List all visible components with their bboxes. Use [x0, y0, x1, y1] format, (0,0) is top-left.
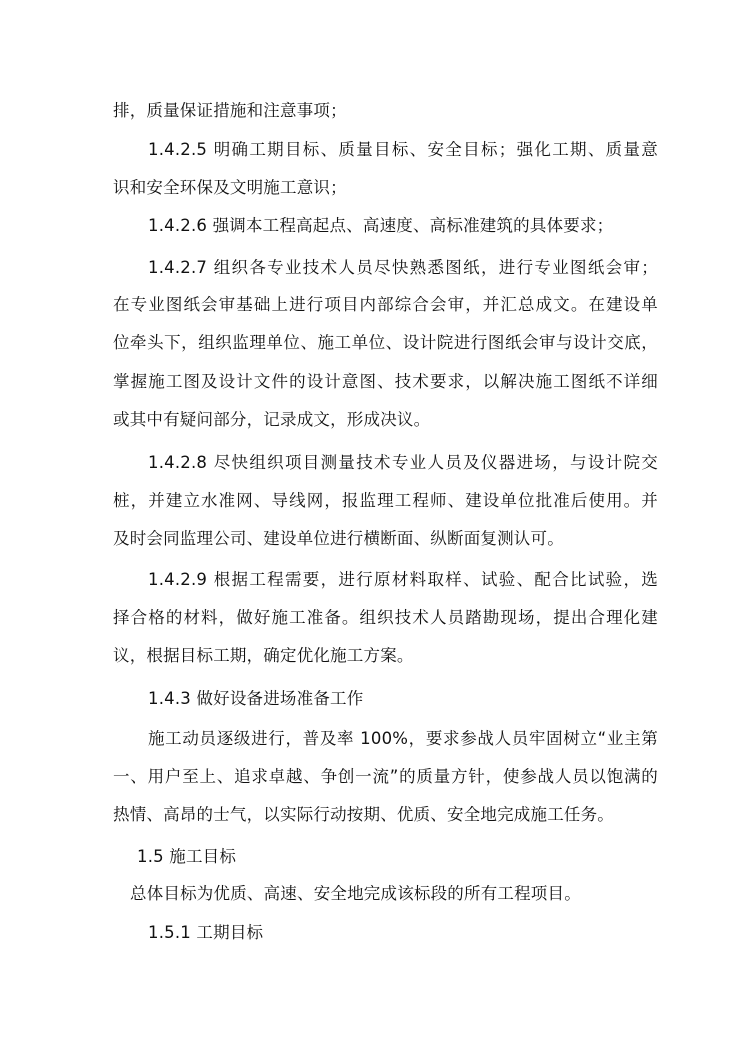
section-heading-1-4-3: 1.4.3 做好设备进场准备工作 — [148, 689, 364, 708]
text-line-3: 识和安全环保及文明施工意识； — [113, 178, 347, 197]
text-line-4: 1.4.2.6 强调本工程高起点、高速度、高标准建筑的具体要求； — [148, 216, 614, 235]
text-line-13: 1.4.2.9 根据工程需要，进行原材料取样、试验、配合比试验，选 — [148, 570, 658, 589]
text-line-12: 及时会同监理公司、建设单位进行横断面、纵断面复测认可。 — [113, 529, 564, 548]
text-line-9: 或其中有疑问部分，记录成文，形成决议。 — [113, 410, 431, 429]
text-line-18: 一、用户至上、追求卓越、争创一流”的质量方针，使参战人员以饱满的 — [113, 767, 658, 786]
text-line-5: 1.4.2.7 组织各专业技术人员尽快熟悉图纸，进行专业图纸会审； — [148, 258, 658, 277]
text-line-2: 1.4.2.5 明确工期目标、质量目标、安全目标；强化工期、质量意 — [148, 140, 658, 159]
section-heading-1-5-1: 1.5.1 工期目标 — [148, 923, 264, 942]
text-line-21: 总体目标为优质、高速、安全地完成该标段的所有工程项目。 — [130, 884, 581, 903]
text-line-6: 在专业图纸会审基础上进行项目内部综合会审，并汇总成文。在建设单 — [113, 295, 658, 314]
text-line-14: 择合格的材料，做好施工准备。组织技术人员踏勘现场，提出合理化建 — [113, 608, 658, 627]
text-line-19: 热情、高昂的士气，以实际行动按期、优质、安全地完成施工任务。 — [113, 805, 614, 824]
text-line-7: 位牵头下，组织监理单位、施工单位、设计院进行图纸会审与设计交底， — [113, 333, 658, 352]
text-line-11: 桩，并建立水准网、导线网，报监理工程师、建设单位批准后使用。并 — [113, 491, 658, 510]
text-line-15: 议，根据目标工期，确定优化施工方案。 — [113, 646, 414, 665]
text-line-10: 1.4.2.8 尽快组织项目测量技术专业人员及仪器进场，与设计院交 — [148, 453, 658, 472]
section-heading-1-5: 1.5 施工目标 — [137, 847, 237, 866]
text-line-17: 施工动员逐级进行，普及率 100%，要求参战人员牢固树立“业主第 — [148, 729, 658, 748]
text-line-8: 掌握施工图及设计文件的设计意图、技术要求，以解决施工图纸不详细 — [113, 372, 658, 391]
text-line-1: 排，质量保证措施和注意事项； — [113, 101, 347, 120]
